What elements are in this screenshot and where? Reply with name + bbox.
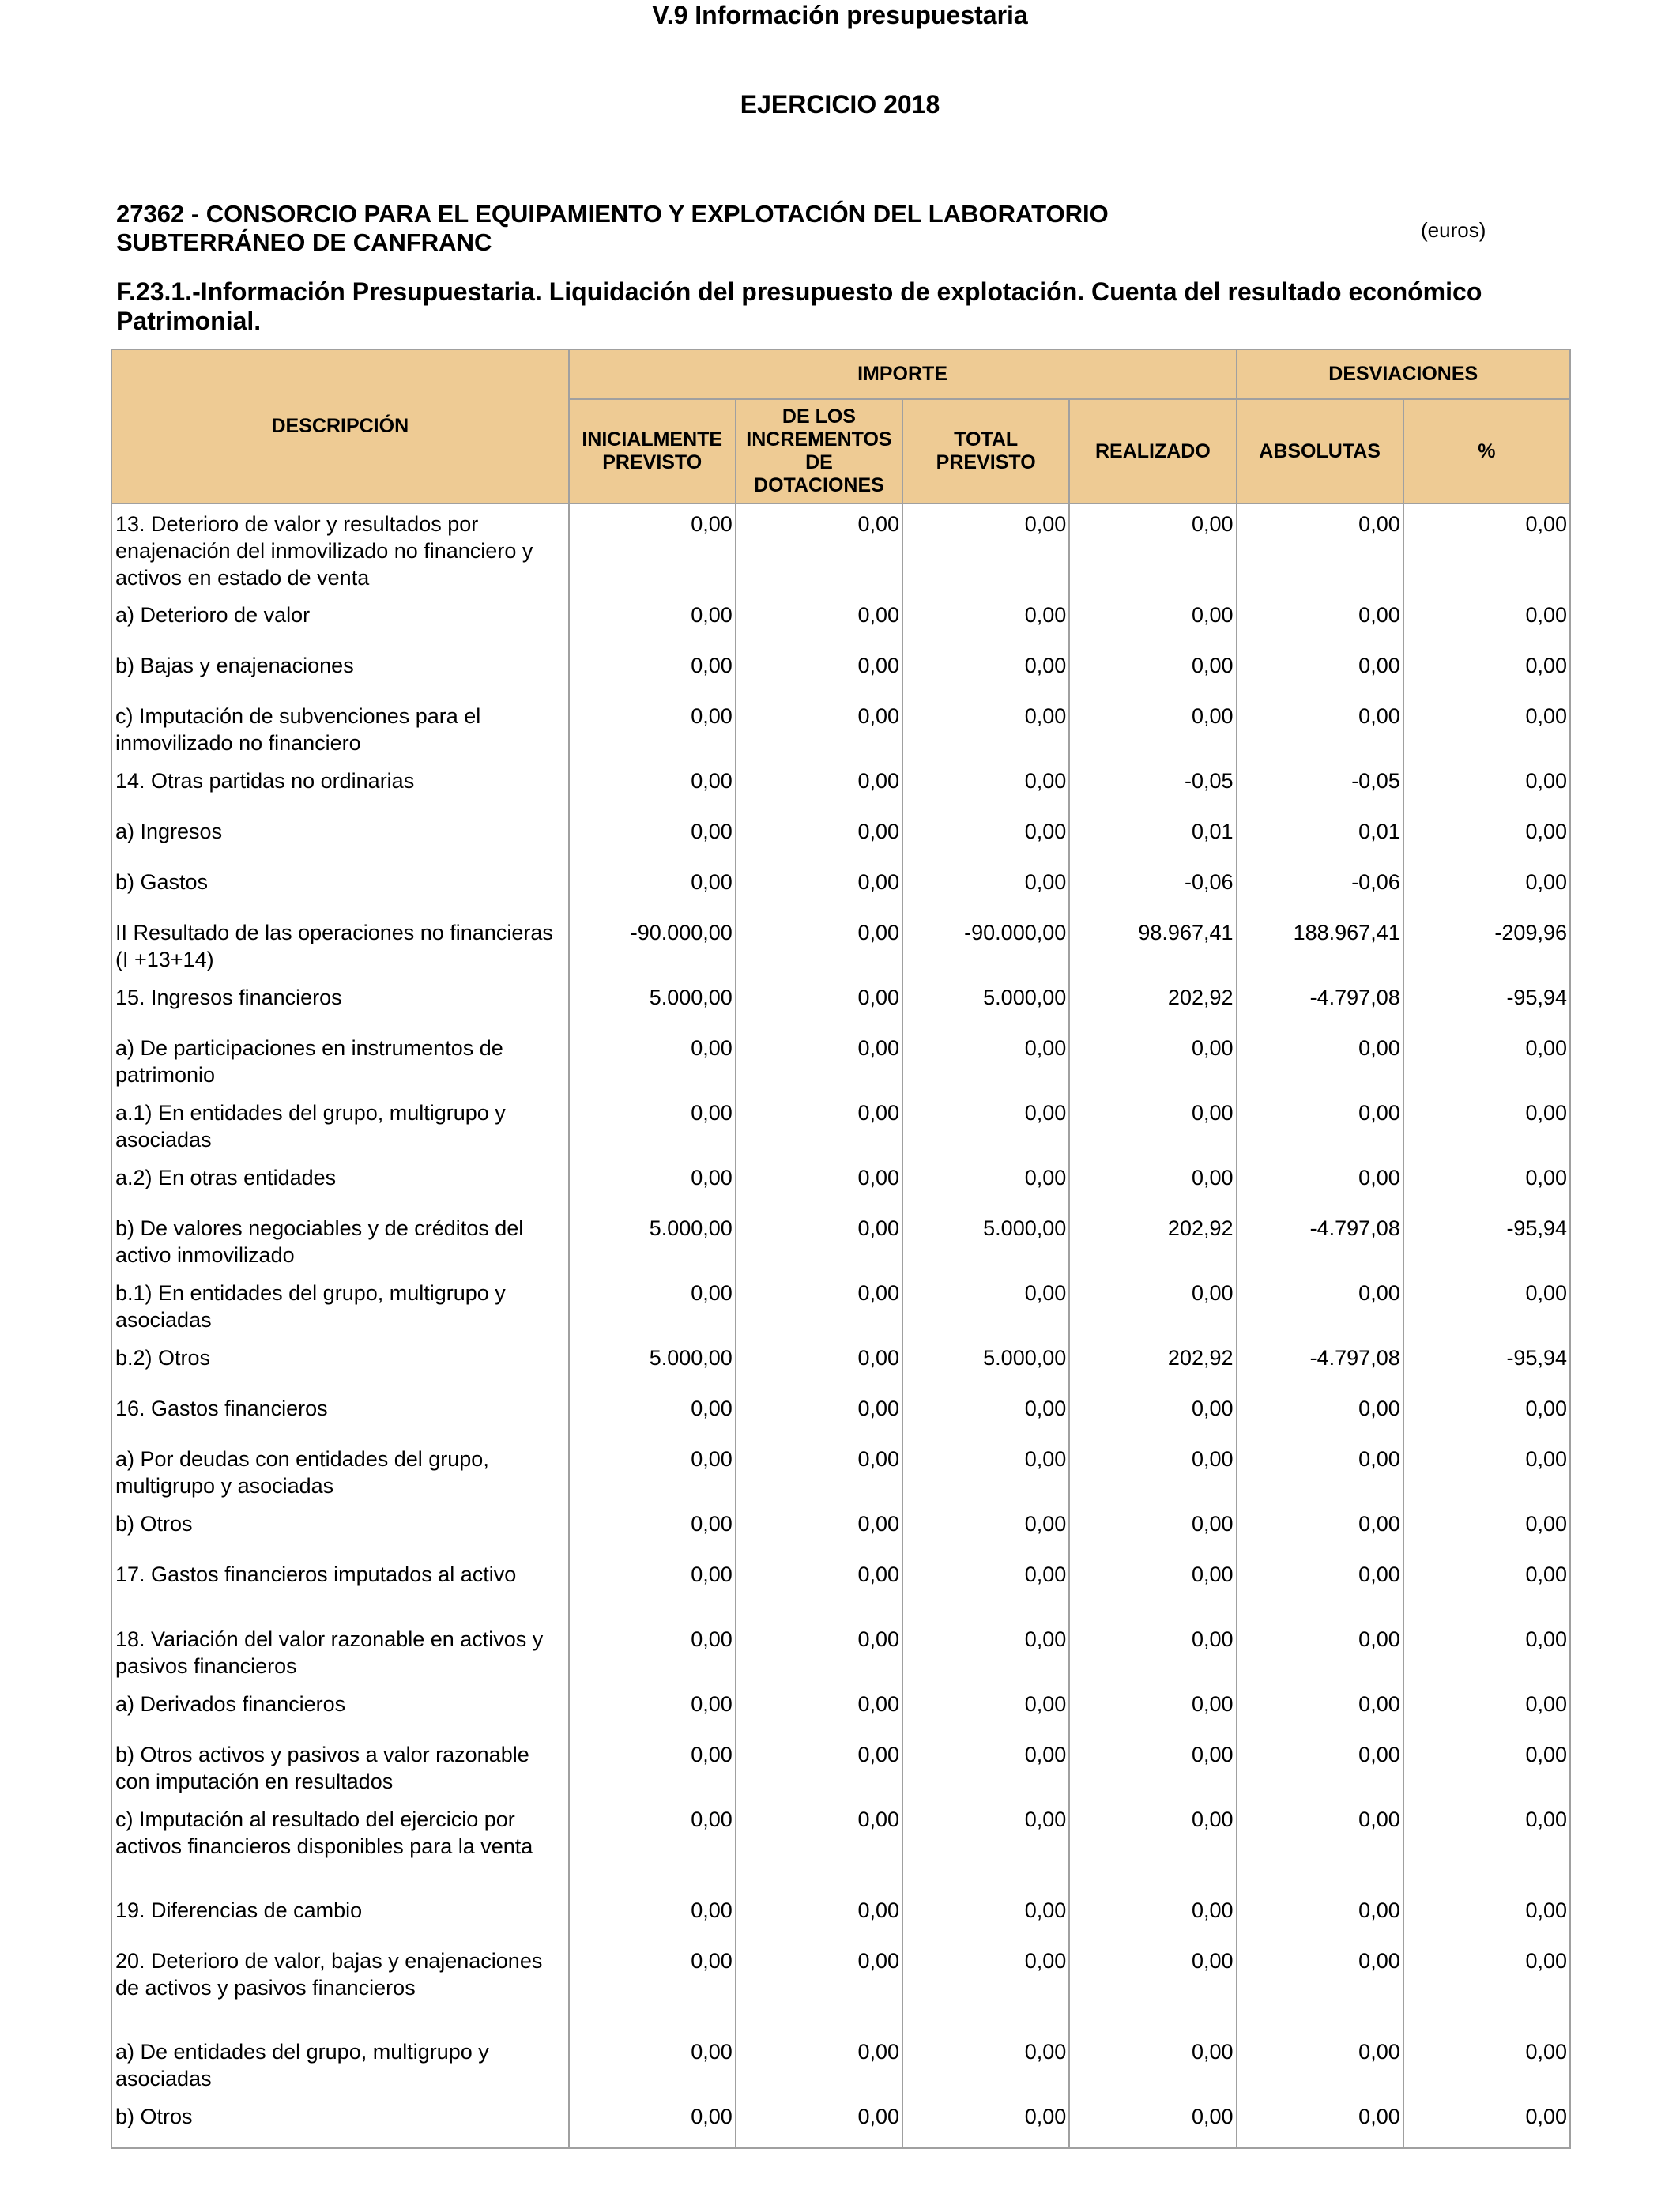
row-description: 17. Gastos financieros imputados al activo	[111, 1555, 569, 1619]
row-value: 5.000,00	[902, 1208, 1069, 1273]
row-value: 0,00	[1069, 1439, 1236, 1504]
row-value: 0,00	[736, 595, 902, 646]
row-value: 0,00	[902, 1158, 1069, 1208]
row-value: 0,00	[736, 1619, 902, 1684]
row-value: 0,00	[736, 696, 902, 761]
row-value: 5.000,00	[569, 978, 736, 1028]
row-value: -90.000,00	[569, 913, 736, 978]
row-value: 0,00	[902, 1684, 1069, 1735]
row-value: 0,00	[569, 503, 736, 595]
column-header-absolutas: ABSOLUTAS	[1237, 399, 1403, 503]
row-value: 5.000,00	[902, 978, 1069, 1028]
row-value: 0,00	[1069, 646, 1236, 696]
row-value: 0,00	[736, 1891, 902, 1941]
group-header-importe: IMPORTE	[569, 349, 1237, 399]
row-description: b.1) En entidades del grupo, multigrupo y asociadas	[111, 1273, 569, 1338]
row-description: 18. Variación del valor razonable en activos y pasivos financieros	[111, 1619, 569, 1684]
row-value: 0,00	[569, 646, 736, 696]
row-value: -90.000,00	[902, 913, 1069, 978]
row-value: 0,00	[1403, 862, 1570, 913]
row-value: 0,00	[1237, 1158, 1403, 1208]
row-value: 0,00	[1403, 1028, 1570, 1093]
table-row	[111, 1093, 1570, 1158]
row-value: 0,00	[902, 1800, 1069, 1891]
row-value: -95,94	[1403, 1338, 1570, 1389]
row-value: 0,00	[736, 1735, 902, 1800]
row-value: 0,01	[1069, 812, 1236, 862]
column-header-total-previsto: TOTAL PREVISTO	[902, 399, 1069, 503]
row-description: 14. Otras partidas no ordinarias	[111, 761, 569, 812]
row-description: b) Gastos	[111, 862, 569, 913]
row-value: 0,00	[1237, 646, 1403, 696]
row-value: 188.967,41	[1237, 913, 1403, 978]
table-row	[111, 1389, 1570, 1439]
row-value: 0,00	[1069, 1891, 1236, 1941]
table-row	[111, 696, 1570, 761]
row-value: 0,00	[736, 1273, 902, 1338]
table-row	[111, 2097, 1570, 2148]
table-body	[111, 503, 1570, 2148]
row-description: b.2) Otros	[111, 1338, 569, 1389]
table-row	[111, 1800, 1570, 1891]
row-value: 0,00	[1237, 1555, 1403, 1619]
table-row	[111, 1158, 1570, 1208]
row-value: -0,06	[1069, 862, 1236, 913]
row-value: 0,00	[1069, 1941, 1236, 2032]
row-value: 0,00	[1403, 1619, 1570, 1684]
table-row	[111, 1555, 1570, 1619]
row-description: b) Otros	[111, 2097, 569, 2148]
row-value: -4.797,08	[1237, 1338, 1403, 1389]
row-value: 98.967,41	[1069, 913, 1236, 978]
row-value: 0,00	[1403, 2097, 1570, 2148]
section-title: V.9 Información presupuestaria	[652, 1, 1028, 29]
row-value: 0,00	[569, 761, 736, 812]
row-value: 0,00	[736, 2032, 902, 2097]
row-value: -0,05	[1069, 761, 1236, 812]
row-value: -209,96	[1403, 913, 1570, 978]
row-value: 0,00	[1237, 1941, 1403, 2032]
row-value: 0,00	[902, 1439, 1069, 1504]
row-value: 0,00	[1403, 1439, 1570, 1504]
table-row	[111, 1208, 1570, 1273]
row-value: 0,01	[1237, 812, 1403, 862]
row-value: 0,00	[569, 595, 736, 646]
row-value: 0,00	[1403, 1555, 1570, 1619]
row-value: 0,00	[902, 595, 1069, 646]
row-description: 20. Deterioro de valor, bajas y enajenaciones de activos y pasivos financieros	[111, 1941, 569, 2032]
row-description: a) Ingresos	[111, 812, 569, 862]
row-value: 0,00	[902, 1273, 1069, 1338]
row-value: 0,00	[1237, 1504, 1403, 1555]
row-value: 0,00	[736, 503, 902, 595]
row-value: 0,00	[569, 1273, 736, 1338]
row-value: 0,00	[569, 696, 736, 761]
row-value: 5.000,00	[569, 1338, 736, 1389]
row-value: -0,06	[1237, 862, 1403, 913]
row-value: 0,00	[569, 1028, 736, 1093]
entity-title-line-1: 27362 - CONSORCIO PARA EL EQUIPAMIENTO Y EXPLOTACIÓN DEL LABORATORIO	[116, 200, 1109, 228]
row-description: 13. Deterioro de valor y resultados por enajenación del inmovilizado no financiero y activos en estado de venta	[111, 503, 569, 595]
table-row	[111, 1273, 1570, 1338]
row-value: 0,00	[736, 1504, 902, 1555]
row-value: 0,00	[1069, 2032, 1236, 2097]
row-value: 0,00	[902, 1555, 1069, 1619]
table-row	[111, 1684, 1570, 1735]
row-value: 0,00	[569, 1439, 736, 1504]
row-value: 0,00	[1069, 595, 1236, 646]
row-value: 0,00	[902, 646, 1069, 696]
row-description: c) Imputación de subvenciones para el inmovilizado no financiero	[111, 696, 569, 761]
row-value: 0,00	[1403, 812, 1570, 862]
row-value: -4.797,08	[1237, 978, 1403, 1028]
row-value: 0,00	[569, 1093, 736, 1158]
row-value: 0,00	[736, 1338, 902, 1389]
row-value: 0,00	[1237, 1619, 1403, 1684]
row-value: 0,00	[1403, 595, 1570, 646]
row-value: 0,00	[1403, 1389, 1570, 1439]
column-header-porcentaje: %	[1403, 399, 1570, 503]
row-value: 0,00	[736, 1208, 902, 1273]
row-value: 0,00	[902, 862, 1069, 913]
row-value: 0,00	[902, 1891, 1069, 1941]
row-value: 0,00	[569, 862, 736, 913]
row-value: 0,00	[569, 1504, 736, 1555]
row-value: 0,00	[902, 2032, 1069, 2097]
row-value: 0,00	[569, 2032, 736, 2097]
row-value: 0,00	[902, 1941, 1069, 2032]
row-value: 0,00	[569, 1684, 736, 1735]
row-value: 0,00	[736, 1093, 902, 1158]
row-value: 0,00	[1403, 1800, 1570, 1891]
row-value: 0,00	[1069, 1028, 1236, 1093]
row-value: 0,00	[1069, 1555, 1236, 1619]
row-value: 0,00	[1237, 1800, 1403, 1891]
row-value: 0,00	[1069, 1684, 1236, 1735]
row-value: 0,00	[902, 1028, 1069, 1093]
report-title: F.23.1.-Información Presupuestaria. Liquidación del presupuesto de explotación. Cuenta del resultado económico Patrimonial.	[116, 277, 1482, 335]
row-description: b) Otros	[111, 1504, 569, 1555]
row-value: 0,00	[736, 1028, 902, 1093]
row-value: 0,00	[569, 1941, 736, 2032]
table-row	[111, 1504, 1570, 1555]
row-value: 0,00	[1237, 503, 1403, 595]
row-value: 0,00	[736, 1684, 902, 1735]
row-value: -0,05	[1237, 761, 1403, 812]
row-value: 0,00	[1237, 1093, 1403, 1158]
table-row	[111, 1891, 1570, 1941]
row-value: 0,00	[902, 761, 1069, 812]
row-value: 0,00	[736, 862, 902, 913]
row-value: -4.797,08	[1237, 1208, 1403, 1273]
row-value: 0,00	[1237, 1028, 1403, 1093]
row-description: 15. Ingresos financieros	[111, 978, 569, 1028]
row-value: -95,94	[1403, 978, 1570, 1028]
column-header-inicialmente-previsto: INICIALMENTE PREVISTO	[569, 399, 736, 503]
row-value: 0,00	[569, 812, 736, 862]
row-value: 0,00	[1403, 1093, 1570, 1158]
column-header-realizado: REALIZADO	[1069, 399, 1236, 503]
row-value: 0,00	[1237, 1735, 1403, 1800]
table-row	[111, 595, 1570, 646]
row-value: 0,00	[902, 1504, 1069, 1555]
row-value: 0,00	[1237, 1273, 1403, 1338]
row-value: 202,92	[1069, 978, 1236, 1028]
row-value: 0,00	[1069, 1093, 1236, 1158]
row-value: 0,00	[1069, 1158, 1236, 1208]
row-value: 0,00	[736, 1941, 902, 2032]
row-value: 0,00	[736, 1158, 902, 1208]
row-value: 0,00	[736, 1439, 902, 1504]
row-value: 0,00	[1403, 761, 1570, 812]
column-header-incrementos-dotaciones: DE LOS INCREMENTOS DE DOTACIONES	[736, 399, 902, 503]
row-value: 0,00	[1069, 696, 1236, 761]
row-description: 19. Diferencias de cambio	[111, 1891, 569, 1941]
row-description: a) Derivados financieros	[111, 1684, 569, 1735]
table-row	[111, 1439, 1570, 1504]
row-value: 0,00	[1069, 1273, 1236, 1338]
row-description: a.2) En otras entidades	[111, 1158, 569, 1208]
table-row	[111, 1338, 1570, 1389]
row-value: 0,00	[1237, 696, 1403, 761]
row-value: 0,00	[1237, 1684, 1403, 1735]
row-value: 0,00	[736, 761, 902, 812]
row-value: 0,00	[736, 812, 902, 862]
row-value: 0,00	[1069, 1619, 1236, 1684]
row-value: 0,00	[1403, 1735, 1570, 1800]
fiscal-year-heading: EJERCICIO 2018	[740, 90, 940, 119]
table-row	[111, 503, 1570, 595]
row-value: 0,00	[1237, 1389, 1403, 1439]
row-description: b) Otros activos y pasivos a valor razonable con imputación en resultados	[111, 1735, 569, 1800]
row-value: 0,00	[736, 646, 902, 696]
table-row	[111, 1619, 1570, 1684]
row-value: 0,00	[569, 1800, 736, 1891]
row-value: -95,94	[1403, 1208, 1570, 1273]
row-value: 0,00	[1403, 1158, 1570, 1208]
row-value: 0,00	[569, 1891, 736, 1941]
row-value: 0,00	[569, 2097, 736, 2148]
row-value: 0,00	[902, 696, 1069, 761]
row-value: 0,00	[902, 1735, 1069, 1800]
table-row	[111, 1028, 1570, 1093]
row-description: a.1) En entidades del grupo, multigrupo y asociadas	[111, 1093, 569, 1158]
row-value: 0,00	[736, 1555, 902, 1619]
row-value: 0,00	[736, 913, 902, 978]
row-value: 0,00	[902, 1093, 1069, 1158]
row-value: 0,00	[1237, 2097, 1403, 2148]
row-description: a) Deterioro de valor	[111, 595, 569, 646]
table-row	[111, 862, 1570, 913]
row-value: 0,00	[1069, 1735, 1236, 1800]
row-value: 0,00	[736, 2097, 902, 2148]
row-value: 0,00	[1403, 1891, 1570, 1941]
table-row	[111, 1735, 1570, 1800]
row-value: 0,00	[569, 1158, 736, 1208]
row-description: c) Imputación al resultado del ejercicio por activos financieros disponibles para la venta	[111, 1800, 569, 1891]
row-value: 0,00	[1069, 1800, 1236, 1891]
row-value: 0,00	[902, 1389, 1069, 1439]
currency-unit-label: (euros)	[1421, 218, 1486, 242]
row-value: 0,00	[1403, 2032, 1570, 2097]
table-row	[111, 1941, 1570, 2032]
row-value: 0,00	[569, 1389, 736, 1439]
budget-liquidation-table	[111, 349, 1571, 2149]
row-value: 0,00	[1403, 1273, 1570, 1338]
row-value: 0,00	[1237, 1439, 1403, 1504]
row-value: 0,00	[1069, 1504, 1236, 1555]
row-value: 0,00	[736, 1389, 902, 1439]
row-description: a) De entidades del grupo, multigrupo y asociadas	[111, 2032, 569, 2097]
row-value: 0,00	[1069, 1389, 1236, 1439]
table-row	[111, 646, 1570, 696]
table-row	[111, 761, 1570, 812]
row-value: 0,00	[1069, 2097, 1236, 2148]
row-value: 0,00	[902, 812, 1069, 862]
row-value: 0,00	[902, 503, 1069, 595]
row-value: 0,00	[569, 1735, 736, 1800]
row-description: b) Bajas y enajenaciones	[111, 646, 569, 696]
row-value: 0,00	[902, 2097, 1069, 2148]
row-value: 0,00	[1237, 595, 1403, 646]
row-value: 5.000,00	[902, 1338, 1069, 1389]
row-value: 0,00	[902, 1619, 1069, 1684]
row-description: 16. Gastos financieros	[111, 1389, 569, 1439]
row-description: b) De valores negociables y de créditos del activo inmovilizado	[111, 1208, 569, 1273]
row-value: 0,00	[569, 1555, 736, 1619]
row-value: 0,00	[1403, 696, 1570, 761]
row-description: a) De participaciones en instrumentos de patrimonio	[111, 1028, 569, 1093]
row-value: 0,00	[1237, 2032, 1403, 2097]
row-value: 202,92	[1069, 1208, 1236, 1273]
row-description: II Resultado de las operaciones no financieras (I +13+14)	[111, 913, 569, 978]
row-value: 202,92	[1069, 1338, 1236, 1389]
row-value: 0,00	[736, 1800, 902, 1891]
row-value: 0,00	[1403, 1504, 1570, 1555]
row-value: 0,00	[569, 1619, 736, 1684]
row-value: 0,00	[1403, 1941, 1570, 2032]
row-value: 0,00	[1069, 503, 1236, 595]
table-row	[111, 2032, 1570, 2097]
group-header-desviaciones: DESVIACIONES	[1237, 349, 1570, 399]
row-value: 0,00	[1403, 1684, 1570, 1735]
column-header-descripcion: DESCRIPCIÓN	[111, 349, 569, 503]
row-value: 0,00	[1403, 646, 1570, 696]
row-description: a) Por deudas con entidades del grupo, multigrupo y asociadas	[111, 1439, 569, 1504]
row-value: 5.000,00	[569, 1208, 736, 1273]
entity-title	[116, 200, 1222, 257]
row-value: 0,00	[736, 978, 902, 1028]
table-row	[111, 812, 1570, 862]
table-row	[111, 913, 1570, 978]
row-value: 0,00	[1403, 503, 1570, 595]
entity-title-line-2: SUBTERRÁNEO DE CANFRANC	[116, 228, 492, 256]
row-value: 0,00	[1237, 1891, 1403, 1941]
table-row	[111, 978, 1570, 1028]
